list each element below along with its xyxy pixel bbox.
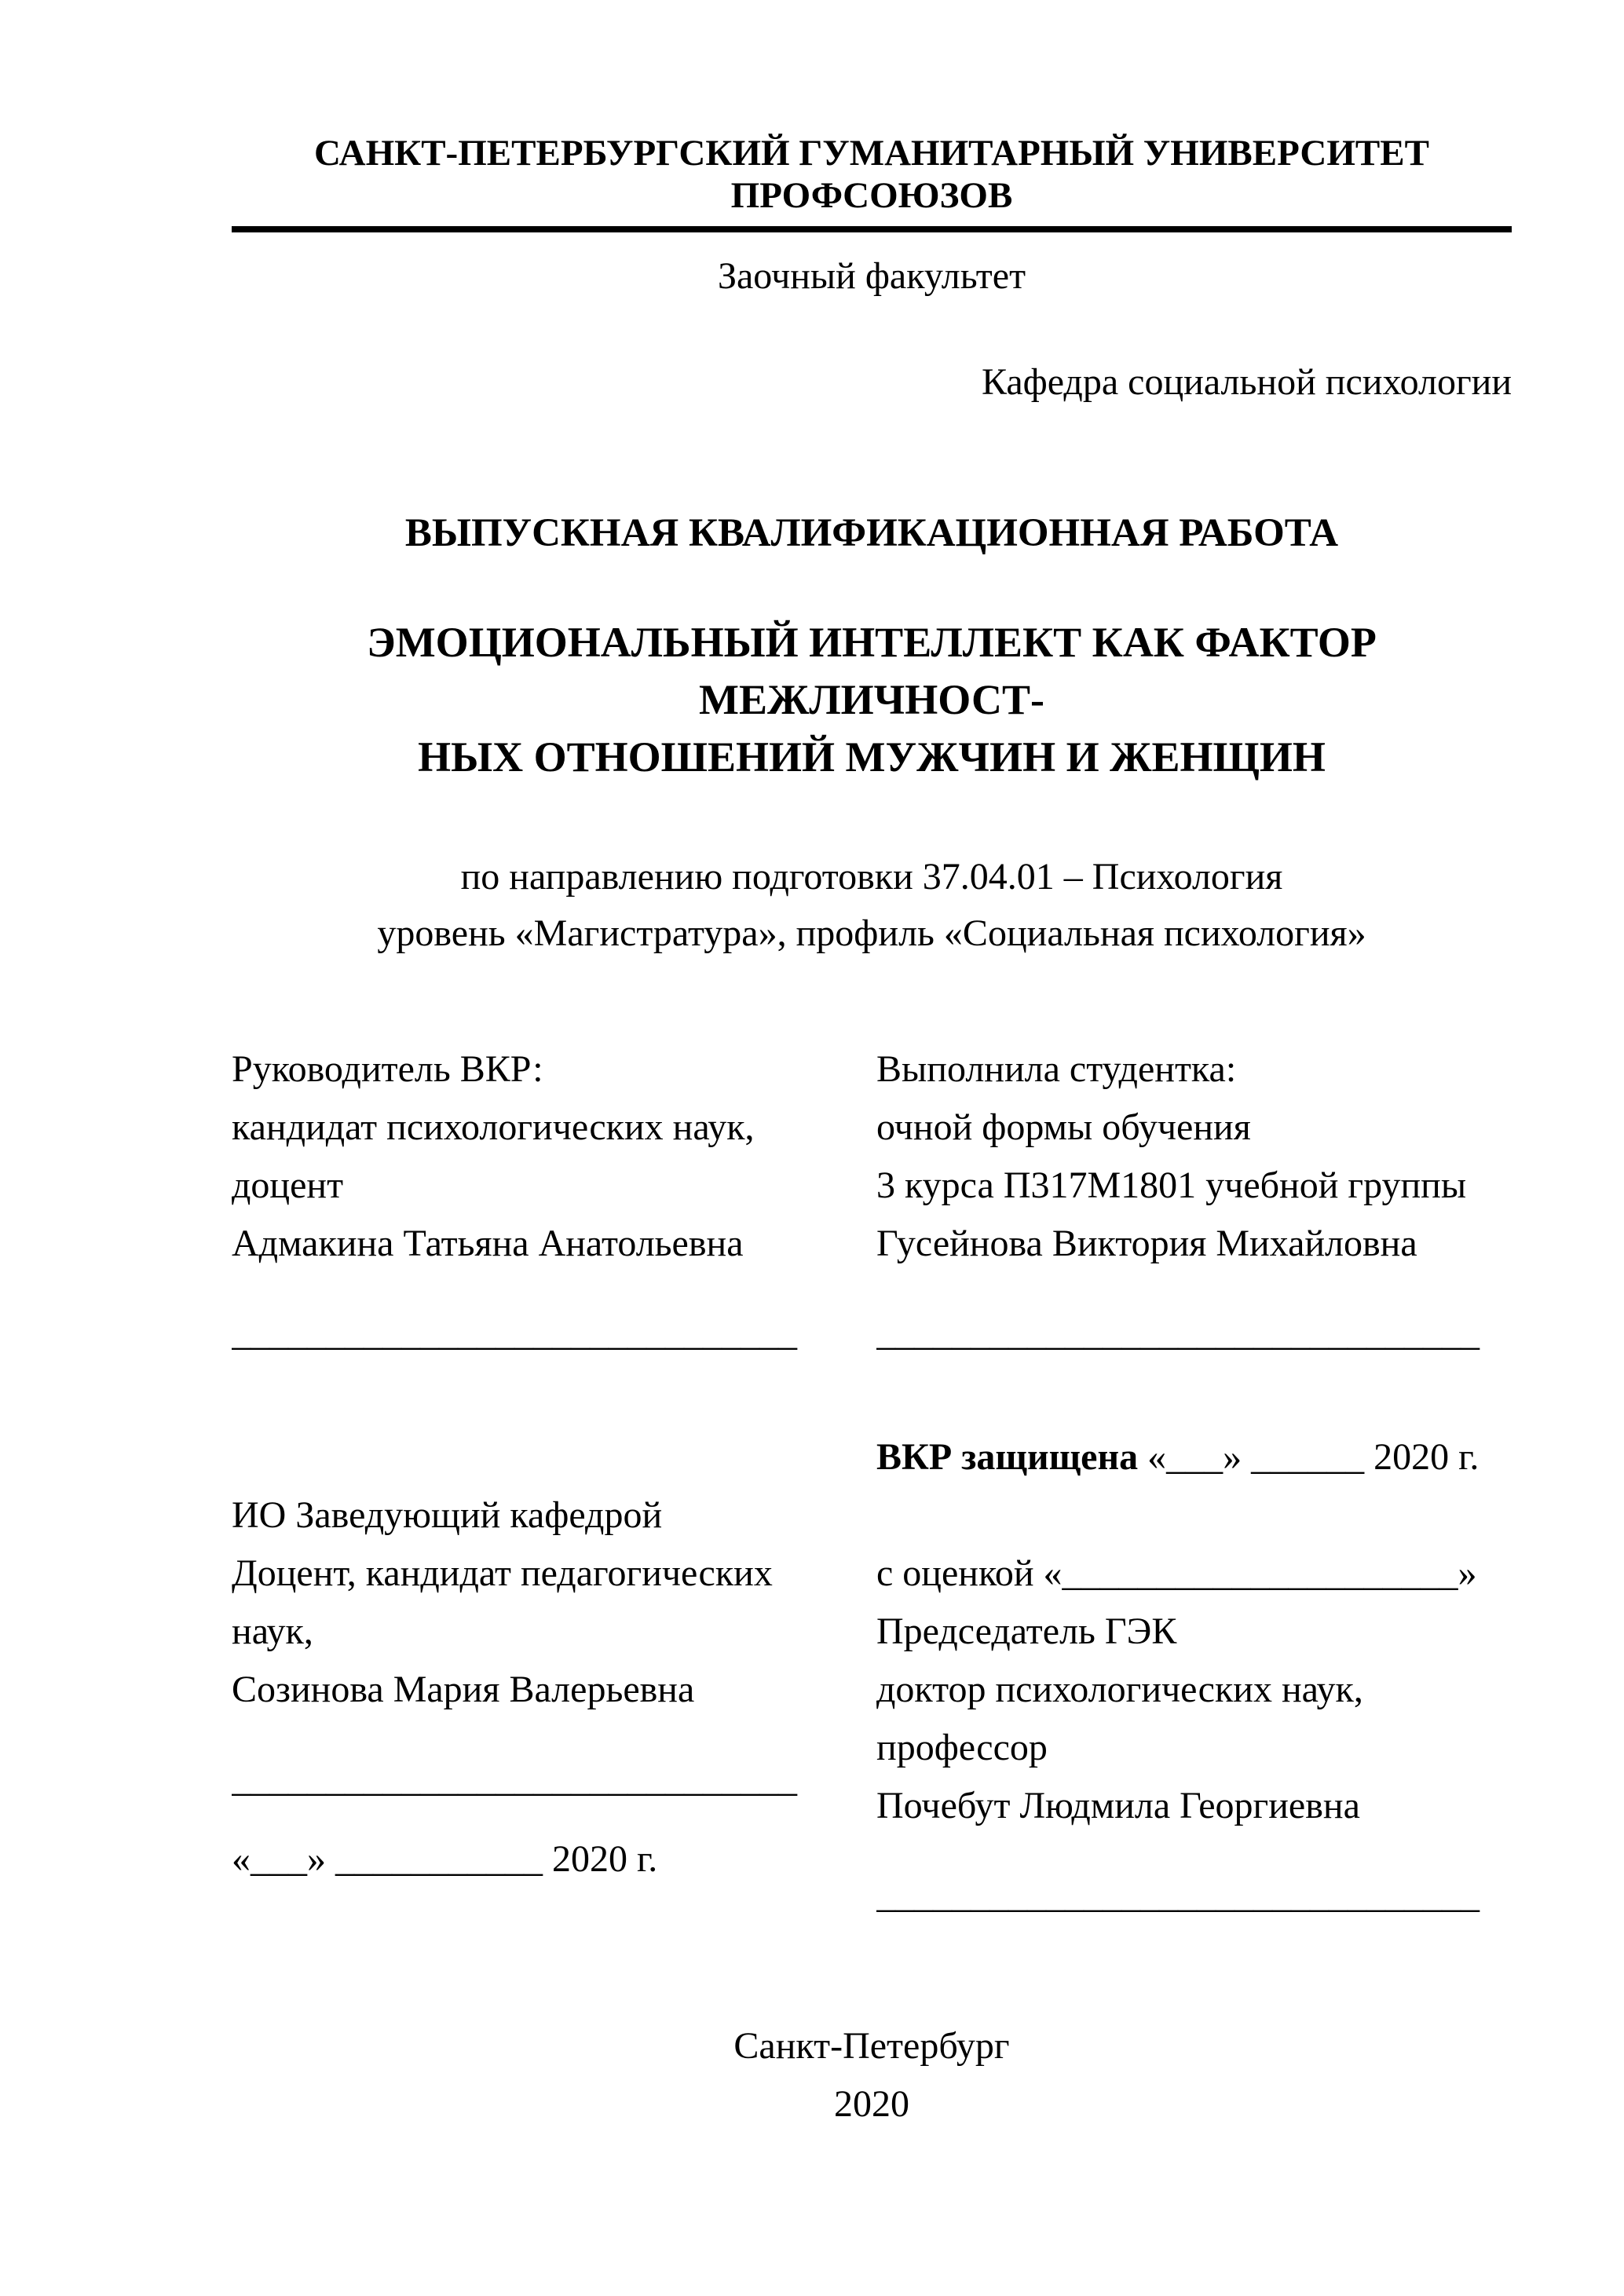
- department-head-block: [232, 1428, 809, 1925]
- department-head-signature-line: ______________________________: [232, 1757, 797, 1800]
- committee-chair-label: Председатель ГЭК: [876, 1610, 1177, 1652]
- department-head-role-line3: наук,: [232, 1610, 313, 1652]
- student-study-form: очной формы обучения: [876, 1106, 1251, 1148]
- student-group: 3 курса П317М1801 учебной группы: [876, 1164, 1467, 1206]
- footer: [232, 2017, 1512, 2133]
- defense-defended-line: [876, 1428, 1512, 1486]
- supervisor-position: доцент: [232, 1164, 344, 1206]
- supervisor-name: Адмакина Татьяна Анатольевна: [232, 1222, 744, 1264]
- defense-defended-blank: «___» ______ 2020 г.: [1138, 1435, 1480, 1478]
- thesis-title: [232, 614, 1512, 786]
- thesis-title-line2: НЫХ ОТНОШЕНИЙ МУЖЧИН И ЖЕНЩИН: [418, 733, 1326, 781]
- supervisor-degree: кандидат психологических наук,: [232, 1106, 755, 1148]
- defense-block: [876, 1428, 1512, 1925]
- department-name: Кафедра социальной психологии: [981, 361, 1512, 404]
- footer-year: 2020: [834, 2082, 909, 2125]
- student-block: [876, 1040, 1512, 1362]
- signatures-bottom-section: [232, 1428, 1512, 1925]
- student-role-label: Выполнила студентка:: [876, 1047, 1237, 1090]
- supervisor-block: [232, 1040, 809, 1362]
- work-type-heading: ВЫПУСКНАЯ КВАЛИФИКАЦИОННАЯ РАБОТА: [404, 511, 1339, 556]
- supervisor-signature-line: ______________________________: [232, 1311, 797, 1354]
- department-head-role-line2: Доцент, кандидат педагогических: [232, 1552, 773, 1594]
- program-level: уровень «Магистратура», профиль «Социальная психология»: [377, 912, 1366, 954]
- committee-chair-degree: доктор психологических наук,: [876, 1668, 1363, 1710]
- student-name: Гусейнова Виктория Михайловна: [876, 1222, 1417, 1264]
- signatures-top-section: [232, 1040, 1512, 1362]
- spacer: [876, 1486, 1512, 1545]
- committee-chair-position: профессор: [876, 1726, 1048, 1768]
- program-info: [232, 849, 1512, 962]
- defense-defended-label: ВКР защищена: [876, 1435, 1139, 1478]
- student-signature-line: ________________________________: [876, 1311, 1480, 1354]
- department-head-role-line1: ИО Заведующий кафедрой: [232, 1493, 663, 1536]
- supervisor-role-label: Руководитель ВКР:: [232, 1047, 543, 1090]
- department-head-name: Созинова Мария Валерьевна: [232, 1668, 695, 1710]
- thesis-title-line1: ЭМОЦИОНАЛЬНЫЙ ИНТЕЛЛЕКТ КАК ФАКТОР МЕЖЛИЧНОСТ-: [367, 619, 1377, 723]
- department-head-date-line: «___» ___________ 2020 г.: [232, 1837, 658, 1880]
- university-name: САНКТ-ПЕТЕРБУРГСКИЙ ГУМАНИТАРНЫЙ УНИВЕРСИТЕТ ПРОФСОЮЗОВ: [314, 133, 1429, 217]
- defense-signature-line: ________________________________: [876, 1874, 1480, 1916]
- spacer: [232, 1428, 809, 1486]
- faculty-name: Заочный факультет: [717, 255, 1026, 298]
- defense-grade-line: с оценкой «_____________________»: [876, 1552, 1477, 1594]
- program-direction: по направлению подготовки 37.04.01 – Психология: [460, 855, 1283, 898]
- header-rule: [232, 226, 1512, 232]
- committee-chair-name: Почебут Людмила Георгиевна: [876, 1784, 1360, 1826]
- footer-city: Санкт-Петербург: [733, 2024, 1010, 2067]
